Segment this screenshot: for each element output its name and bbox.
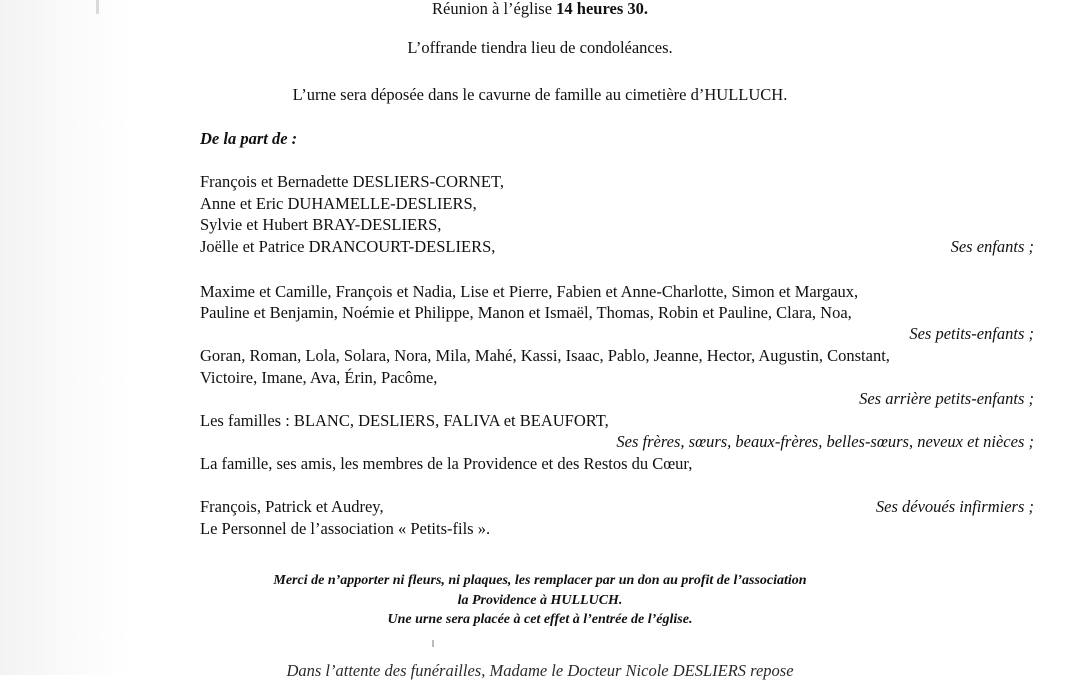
great-grandchildren-line: Victoire, Imane, Ava, Érin, Pacôme,	[200, 368, 438, 387]
great-grandchildren-line: Goran, Roman, Lola, Solara, Nora, Mila, Mahé, Kassi, Isaac, Pablo, Jeanne, Hector, Augustin, Constant,	[200, 346, 890, 365]
meeting-line	[0, 0, 1080, 20]
children-role: Ses enfants ;	[950, 237, 1034, 256]
urn-line: L’urne sera déposée dans le cavurne de famille au cimetière d’HULLUCH.	[292, 85, 788, 104]
child-line: François et Bernadette DESLIERS-CORNET,	[200, 172, 504, 191]
meeting-time: 14 heures 30.	[556, 0, 648, 18]
friends-line: La famille, ses amis, les membres de la Providence et des Restos du Cœur,	[200, 454, 693, 473]
meeting-prefix: Réunion à l’église	[431, 0, 553, 18]
great-grandchildren-role: Ses arrière petits-enfants ;	[859, 389, 1034, 408]
families-line: Les familles : BLANC, DESLIERS, FALIVA et BEAUFORT,	[200, 411, 609, 430]
notice-line: Merci de n’apporter ni fleurs, ni plaques, les remplacer par un don au profit de l’association	[273, 573, 807, 588]
notice-line: la Providence à HULLUCH.	[457, 593, 623, 608]
grandchildren-role: Ses petits-enfants ;	[909, 324, 1034, 343]
child-line: Anne et Eric DUHAMELLE-DESLIERS,	[200, 194, 477, 213]
grandchildren-line: Maxime et Camille, François et Nadia, Lise et Pierre, Fabien et Anne-Charlotte, Simon et Margaux,	[200, 282, 859, 301]
child-line: Sylvie et Hubert BRAY-DESLIERS,	[200, 215, 442, 234]
truncated-line: Dans l’attente des funérailles, Madame le Docteur Nicole DESLIERS repose	[286, 661, 794, 680]
staff-line: Le Personnel de l’association « Petits-fils ».	[200, 519, 491, 538]
offering-line: L’offrande tiendra lieu de condoléances.	[407, 38, 673, 57]
notice-line: Une urne sera placée à cet effet à l’entrée de l’église.	[387, 612, 693, 627]
child-line: Joëlle et Patrice DRANCOURT-DESLIERS,	[200, 237, 496, 256]
families-role: Ses frères, sœurs, beaux-frères, belles-sœurs, neveux et nièces ;	[616, 432, 1034, 451]
nurses-role: Ses dévoués infirmiers ;	[875, 497, 1034, 516]
nurses-line: François, Patrick et Audrey,	[200, 497, 384, 516]
from-heading: De la part de :	[200, 129, 298, 148]
scan-speck	[432, 640, 434, 647]
grandchildren-line: Pauline et Benjamin, Noémie et Philippe, Manon et Ismaël, Thomas, Robin et Pauline, Clara, Noa,	[200, 303, 852, 322]
